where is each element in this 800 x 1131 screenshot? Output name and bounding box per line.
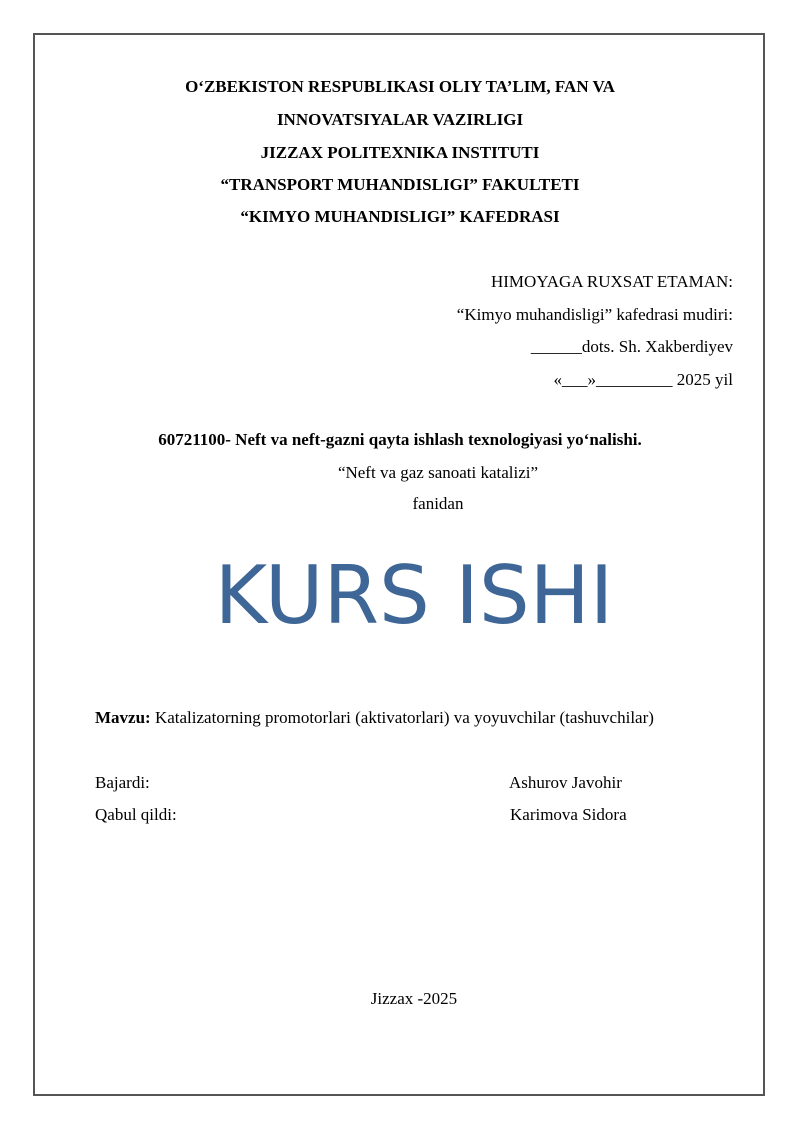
fanidan-text: fanidan [412, 494, 464, 513]
ministry-line-2: INNOVATSIYALAR VAZIRLIGI [276, 110, 524, 129]
place-year: Jizzax -2025 [370, 989, 458, 1008]
topic-label: Mavzu: [95, 708, 151, 727]
course-name: “Neft va gaz sanoati katalizi” [337, 463, 539, 482]
institute-name: JIZZAX POLITEXNIKA INSTITUTI [260, 143, 540, 162]
topic-line [95, 708, 654, 728]
ministry-line-1: O‘ZBEKISTON RESPUBLIKASI OLIY TA’LIM, FAN VA [185, 77, 615, 96]
accepted-label: Qabul qildi: [95, 805, 177, 824]
performed-label: Bajardi: [95, 773, 150, 792]
document-title: KURS ISHI [214, 549, 614, 642]
specialty-line: 60721100- Neft va neft-gazni qayta ishlash texnologiyasi yo‘nalishi. [158, 430, 642, 449]
approval-heading: HIMOYAGA RUXSAT ETAMAN: [490, 272, 733, 291]
accepted-name: Karimova Sidora [510, 805, 627, 824]
approval-position: “Kimyo muhandisligi” kafedrasi mudiri: [456, 305, 733, 324]
faculty-name: “TRANSPORT MUHANDISLIGI” FAKULTETI [220, 175, 580, 194]
approval-signatory: ______dots. Sh. Xakberdiyev [530, 337, 733, 356]
performed-name: Ashurov Javohir [509, 773, 622, 792]
approval-date: «___»_________ 2025 yil [553, 370, 733, 389]
department-name: “KIMYO MUHANDISLIGI” KAFEDRASI [240, 207, 560, 226]
topic-text: Katalizatorning promotorlari (aktivatorlari) va yoyuvchilar (tashuvchilar) [150, 708, 654, 727]
